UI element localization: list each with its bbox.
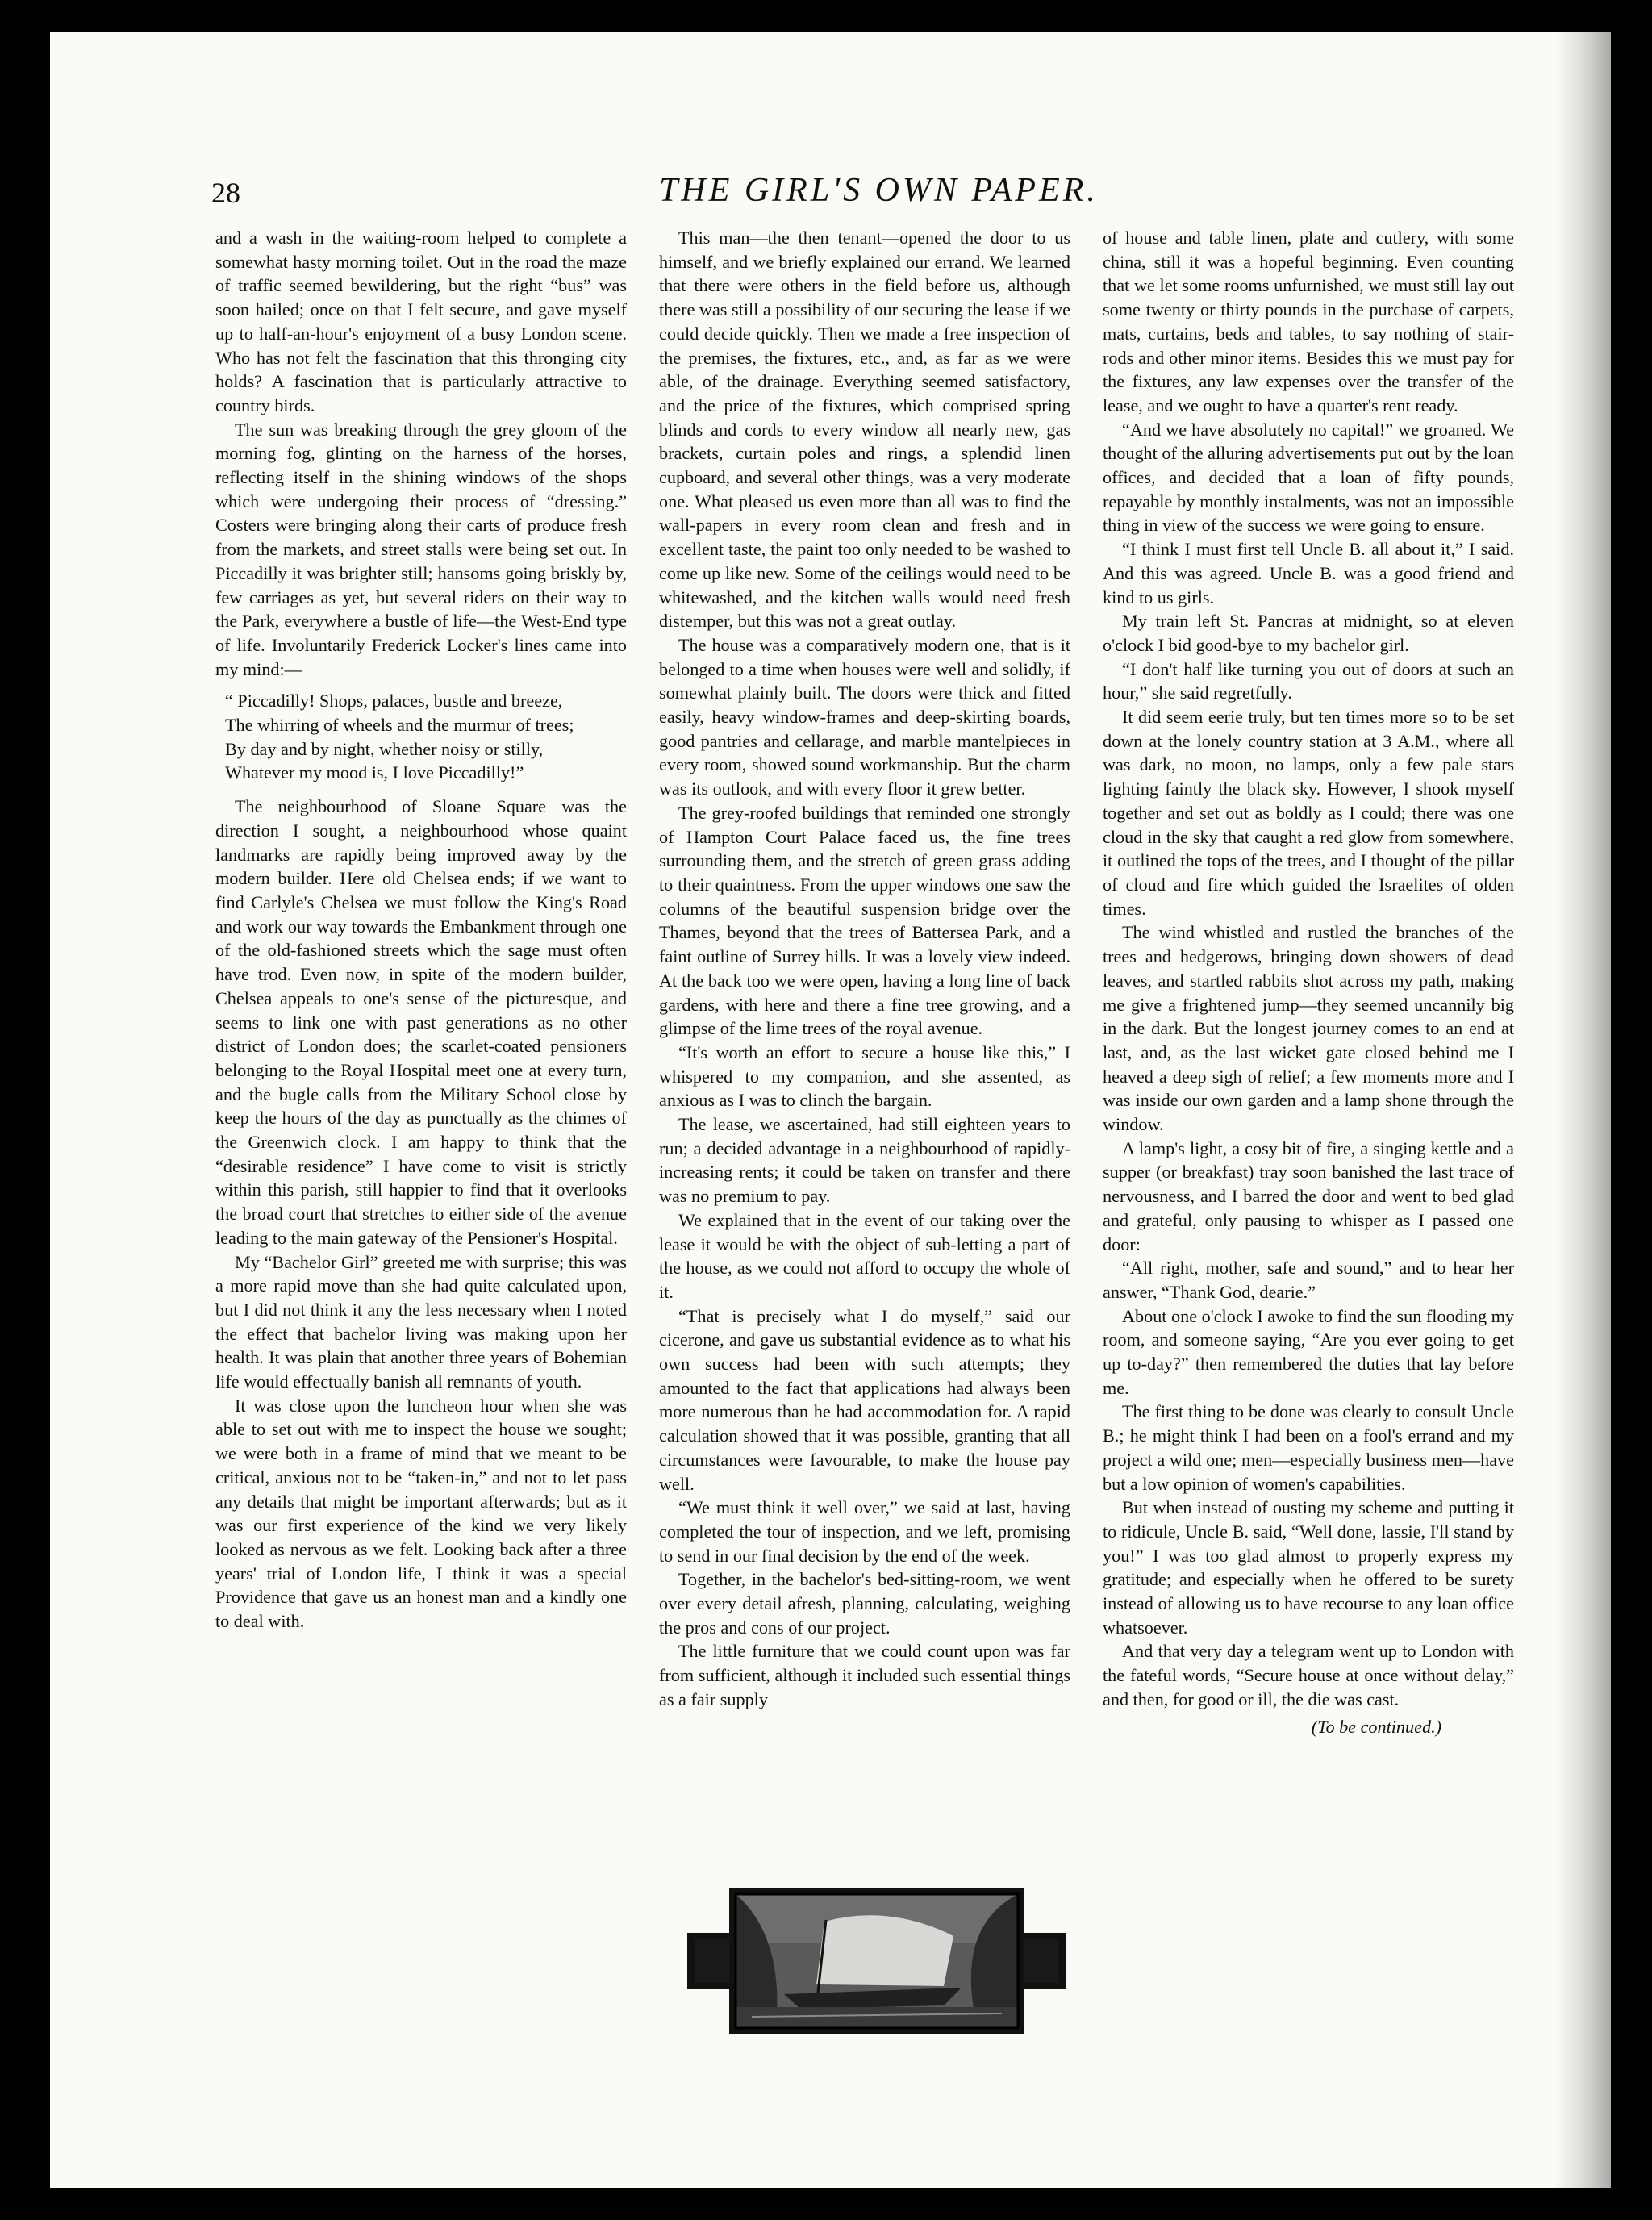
masthead-title: THE GIRL'S OWN PAPER.	[659, 172, 1099, 209]
paragraph: and a wash in the waiting-room helped to complete a somewhat hasty morning toilet. Out in the road the maze of traffic seemed bewildering, but the right “bus” was soon hailed; once on that I felt secure, and gave myself up to half-an-hour's enjoyment of a busy London scene. Who has not felt the fascination that this thronging city holds? A fascination that is particularly attractive to country birds.	[215, 227, 627, 415]
article-column-1	[215, 226, 627, 1634]
article-column-2	[659, 226, 1070, 1712]
paragraph: The grey-roofed buildings that reminded one strongly of Hampton Court Palace faced us, the fine trees surrounding them, and the stretch of green grass adding to their quaintness. From the upper windows one saw the columns of the beautiful suspension bridge over the Thames, beyond that the trees of Battersea Park, and a faint outline of Surrey hills. It was a lovely view indeed. At the back too we were open, having a long line of back gardens, with here and there a fine tree growing, and a glimpse of the lime trees of the royal avenue.	[659, 802, 1070, 1039]
paragraph: This man—the then tenant—opened the door to us himself, and we briefly explained our errand. We learned that there were others in the field before us, although there was still a possibility of our securing the lease if we could decide quickly. Then we made a free inspection of the premises, the fixtures, etc., and, as far as we were able, of the drainage. Everything seemed satisfactory, and the price of the fixtures, which comprised spring blinds and cords to every window all nearly new, gas brackets, curtain poles and rings, a splendid linen cupboard, and several other things, was a very moderate one. What pleased us even more than all was to find the wall-papers in every room clean and fresh and in excellent taste, the paint too only needed to be washed to come up like new. Some of the ceilings would need to be whitewashed, and the kitchen walls would need fresh distemper, but this was not a great outlay.	[659, 227, 1070, 632]
paragraph: The house was a comparatively modern one, that is it belonged to a time when houses were well and solidly, if somewhat plainly built. The doors were thick and fitted easily, heavy window-frames and deep-skirting boards, good pantries and cellarage, and marble mantelpieces in every room, showed sound workmanship. But the charm was its outlook, and with every floor it grew better.	[659, 634, 1070, 799]
paragraph: of house and table linen, plate and cutlery, with some china, still it was a hopeful beginning. Even counting that we let some rooms unfurnished, we must still lay out some twenty or thirty pounds in the purchase of carpets, mats, curtains, beds and tables, to say nothing of stair-rods and other minor items. Besides this we must pay for the fixtures, any law expenses over the transfer of the lease, and we ought to have a quarter's rent ready.	[1103, 227, 1514, 415]
paragraph: My train left St. Pancras at midnight, so at eleven o'clock I bid good-bye to my bachelor girl.	[1103, 611, 1514, 655]
paragraph: “It's worth an effort to secure a house like this,” I whispered to my companion, and she assented, as anxious as I was to clinch the bargain.	[659, 1041, 1070, 1111]
article-column-3	[1103, 226, 1514, 1738]
poem-quote	[225, 689, 627, 785]
page-number: 28	[211, 177, 240, 209]
paragraph: Together, in the bachelor's bed-sitting-room, we went over every detail afresh, planning, calculating, weighing the pros and cons of our project.	[659, 1569, 1070, 1638]
paragraph: The lease, we ascertained, had still eighteen years to run; a decided advantage in a neighbourhood of rapidly-increasing rents; it could be taken on transfer and there was no premium to pay.	[659, 1114, 1070, 1207]
poem-line: “ Piccadilly! Shops, palaces, bustle and breeze,	[225, 691, 563, 711]
paragraph: “All right, mother, safe and sound,” and to hear her answer, “Thank God, dearie.”	[1103, 1258, 1514, 1302]
paragraph: “I don't half like turning you out of doors at such an hour,” she said regretfully.	[1103, 658, 1514, 703]
paragraph: “And we have absolutely no capital!” we groaned. We thought of the alluring advertisements put out by the loan offices, and decided that a loan of fifty pounds, repayable by monthly instalments, was not an impossible thing in view of the success we were going to ensure.	[1103, 419, 1514, 536]
to-be-continued-note: (To be continued.)	[1311, 1716, 1441, 1737]
paragraph: A lamp's light, a cosy bit of fire, a singing kettle and a supper (or breakfast) tray soon banished the last trace of nervousness, and I barred the door and went to bed glad and grateful, only pausing to whisper as I passed one door:	[1103, 1137, 1514, 1254]
paragraph: The sun was breaking through the grey gloom of the morning fog, glinting on the harness of the horses, reflecting itself in the shining windows of the shops which were undergoing their process of “dressing.” Costers were bringing along their carts of produce fresh from the markets, and street stalls were being set out. In Piccadilly it was brighter still; hansoms going briskly by, few carriages as yet, but several riders on their way to the Park, everywhere a bustle of life—the West-End type of life. Involuntarily Frederick Locker's lines came into my mind:—	[215, 419, 627, 679]
poem-line: Whatever my mood is, I love Piccadilly!”	[225, 762, 524, 783]
paragraph: The little furniture that we could count upon was far from sufficient, although it included such essential things as a fair supply	[659, 1641, 1070, 1709]
magazine-page	[50, 32, 1611, 2188]
paragraph: The wind whistled and rustled the branches of the trees and hedgerows, bringing down showers of dead leaves, and startled rabbits shot across my path, making me give a frightened jump—they seemed uncannily big in the dark. But the longest journey comes to an end at last, and, as the last wicket gate closed behind me I heaved a deep sigh of relief; a few moments more and I was inside our own garden and a lamp shone through the window.	[1103, 922, 1514, 1135]
paragraph: The first thing to be done was clearly to consult Uncle B.; he might think I had been on a fool's errand and my project a wild one; men—especially business men—have but a low opinion of women's capabilities.	[1103, 1401, 1514, 1494]
paragraph: “We must think it well over,” we said at last, having completed the tour of inspection, and we left, promising to send in our final decision by the end of the week.	[659, 1497, 1070, 1566]
paragraph: My “Bachelor Girl” greeted me with surprise; this was a more rapid move than she had quite calculated upon, but I did not think it any the less necessary when I noted the effect that bachelor living was making upon her health. It was plain that another three years of Bohemian life would effectually banish all remnants of youth.	[215, 1251, 627, 1392]
paragraph: But when instead of ousting my scheme and putting it to ridicule, Uncle B. said, “Well done, lassie, I'll stand by you!” I was too glad almost to properly express my gratitude; and especially when he offered to be surety instead of allowing us to have recourse to any loan office whatsoever.	[1103, 1497, 1514, 1638]
paragraph: We explained that in the event of our taking over the lease it would be with the object of sub-letting a part of the house, as we could not afford to occupy the whole of it.	[659, 1209, 1070, 1302]
paragraph: The neighbourhood of Sloane Square was the direction I sought, a neighbourhood whose quaint landmarks are rapidly being improved away by the modern builder. Here old Chelsea ends; if we want to find Carlyle's Chelsea we must follow the King's Road and work our way towards the Embankment through one of the old-fashioned streets which the sage must often have trod. Even now, in spite of the modern builder, Chelsea appeals to one's sense of the picturesque, and seems to link one with past generations as no other district of London does; the scarlet-coated pensioners belonging to the Royal Hospital meet one at every turn, and the bugle calls from the Military School close by keep the hours of the day as punctually as the chimes of the Greenwich clock. I am happy to think that the “desirable residence” I have come to visit is strictly within this parish, still happier to find that it overlooks the broad court that stretches to either side of the avenue leading to the main gateway of the Pensioner's Hospital.	[215, 796, 627, 1248]
paragraph: “That is precisely what I do myself,” said our cicerone, and gave us substantial evidence as to what his own success had been with such attempts; they amounted to the fact that applications had always been more numerous than he had accommodation for. A rapid calculation showed that it was possible, granting that all circumstances were favourable, to make the house pay well.	[659, 1305, 1070, 1494]
paragraph: It was close upon the luncheon hour when she was able to set out with me to inspect the house we sought; we were both in a frame of mind that we meant to be critical, anxious not to be “taken-in,” and not to let pass any details that might be important afterwards; but as it was our first experience of the kind we very likely looked as nervous as we felt. Looking back after a three years' trial of London life, I think it was a special Providence that gave us an honest man and a kindly one to deal with.	[215, 1395, 627, 1632]
paragraph: About one o'clock I awoke to find the sun flooding my room, and someone saying, “Are you ever going to get up to-day?” then remembered the duties that lay before me.	[1103, 1305, 1514, 1398]
paragraph: And that very day a telegram went up to London with the fateful words, “Secure house at once without delay,” and then, for good or ill, the die was cast.	[1103, 1641, 1514, 1709]
poem-line: By day and by night, whether noisy or stilly,	[225, 738, 544, 759]
poem-line: The whirring of wheels and the murmur of trees;	[225, 715, 574, 736]
paragraph: It did seem eerie truly, but ten times more so to be set down at the lonely country station at 3 A.M., where all was dark, no moon, no lamps, only a few pale stars lighting faintly the black sky. However, I shook myself together and set out as boldly as I could; there was one cloud in the sky that caught a red glow from somewhere, it outlined the tops of the trees, and I thought of the pillar of cloud and fire which guided the Israelites of olden times.	[1103, 707, 1514, 919]
sailboat-vignette-illustration	[687, 1888, 1066, 2034]
paragraph: “I think I must first tell Uncle B. all about it,” I said. And this was agreed. Uncle B. was a good friend and kind to us girls.	[1103, 539, 1514, 607]
page-header	[211, 147, 1470, 211]
